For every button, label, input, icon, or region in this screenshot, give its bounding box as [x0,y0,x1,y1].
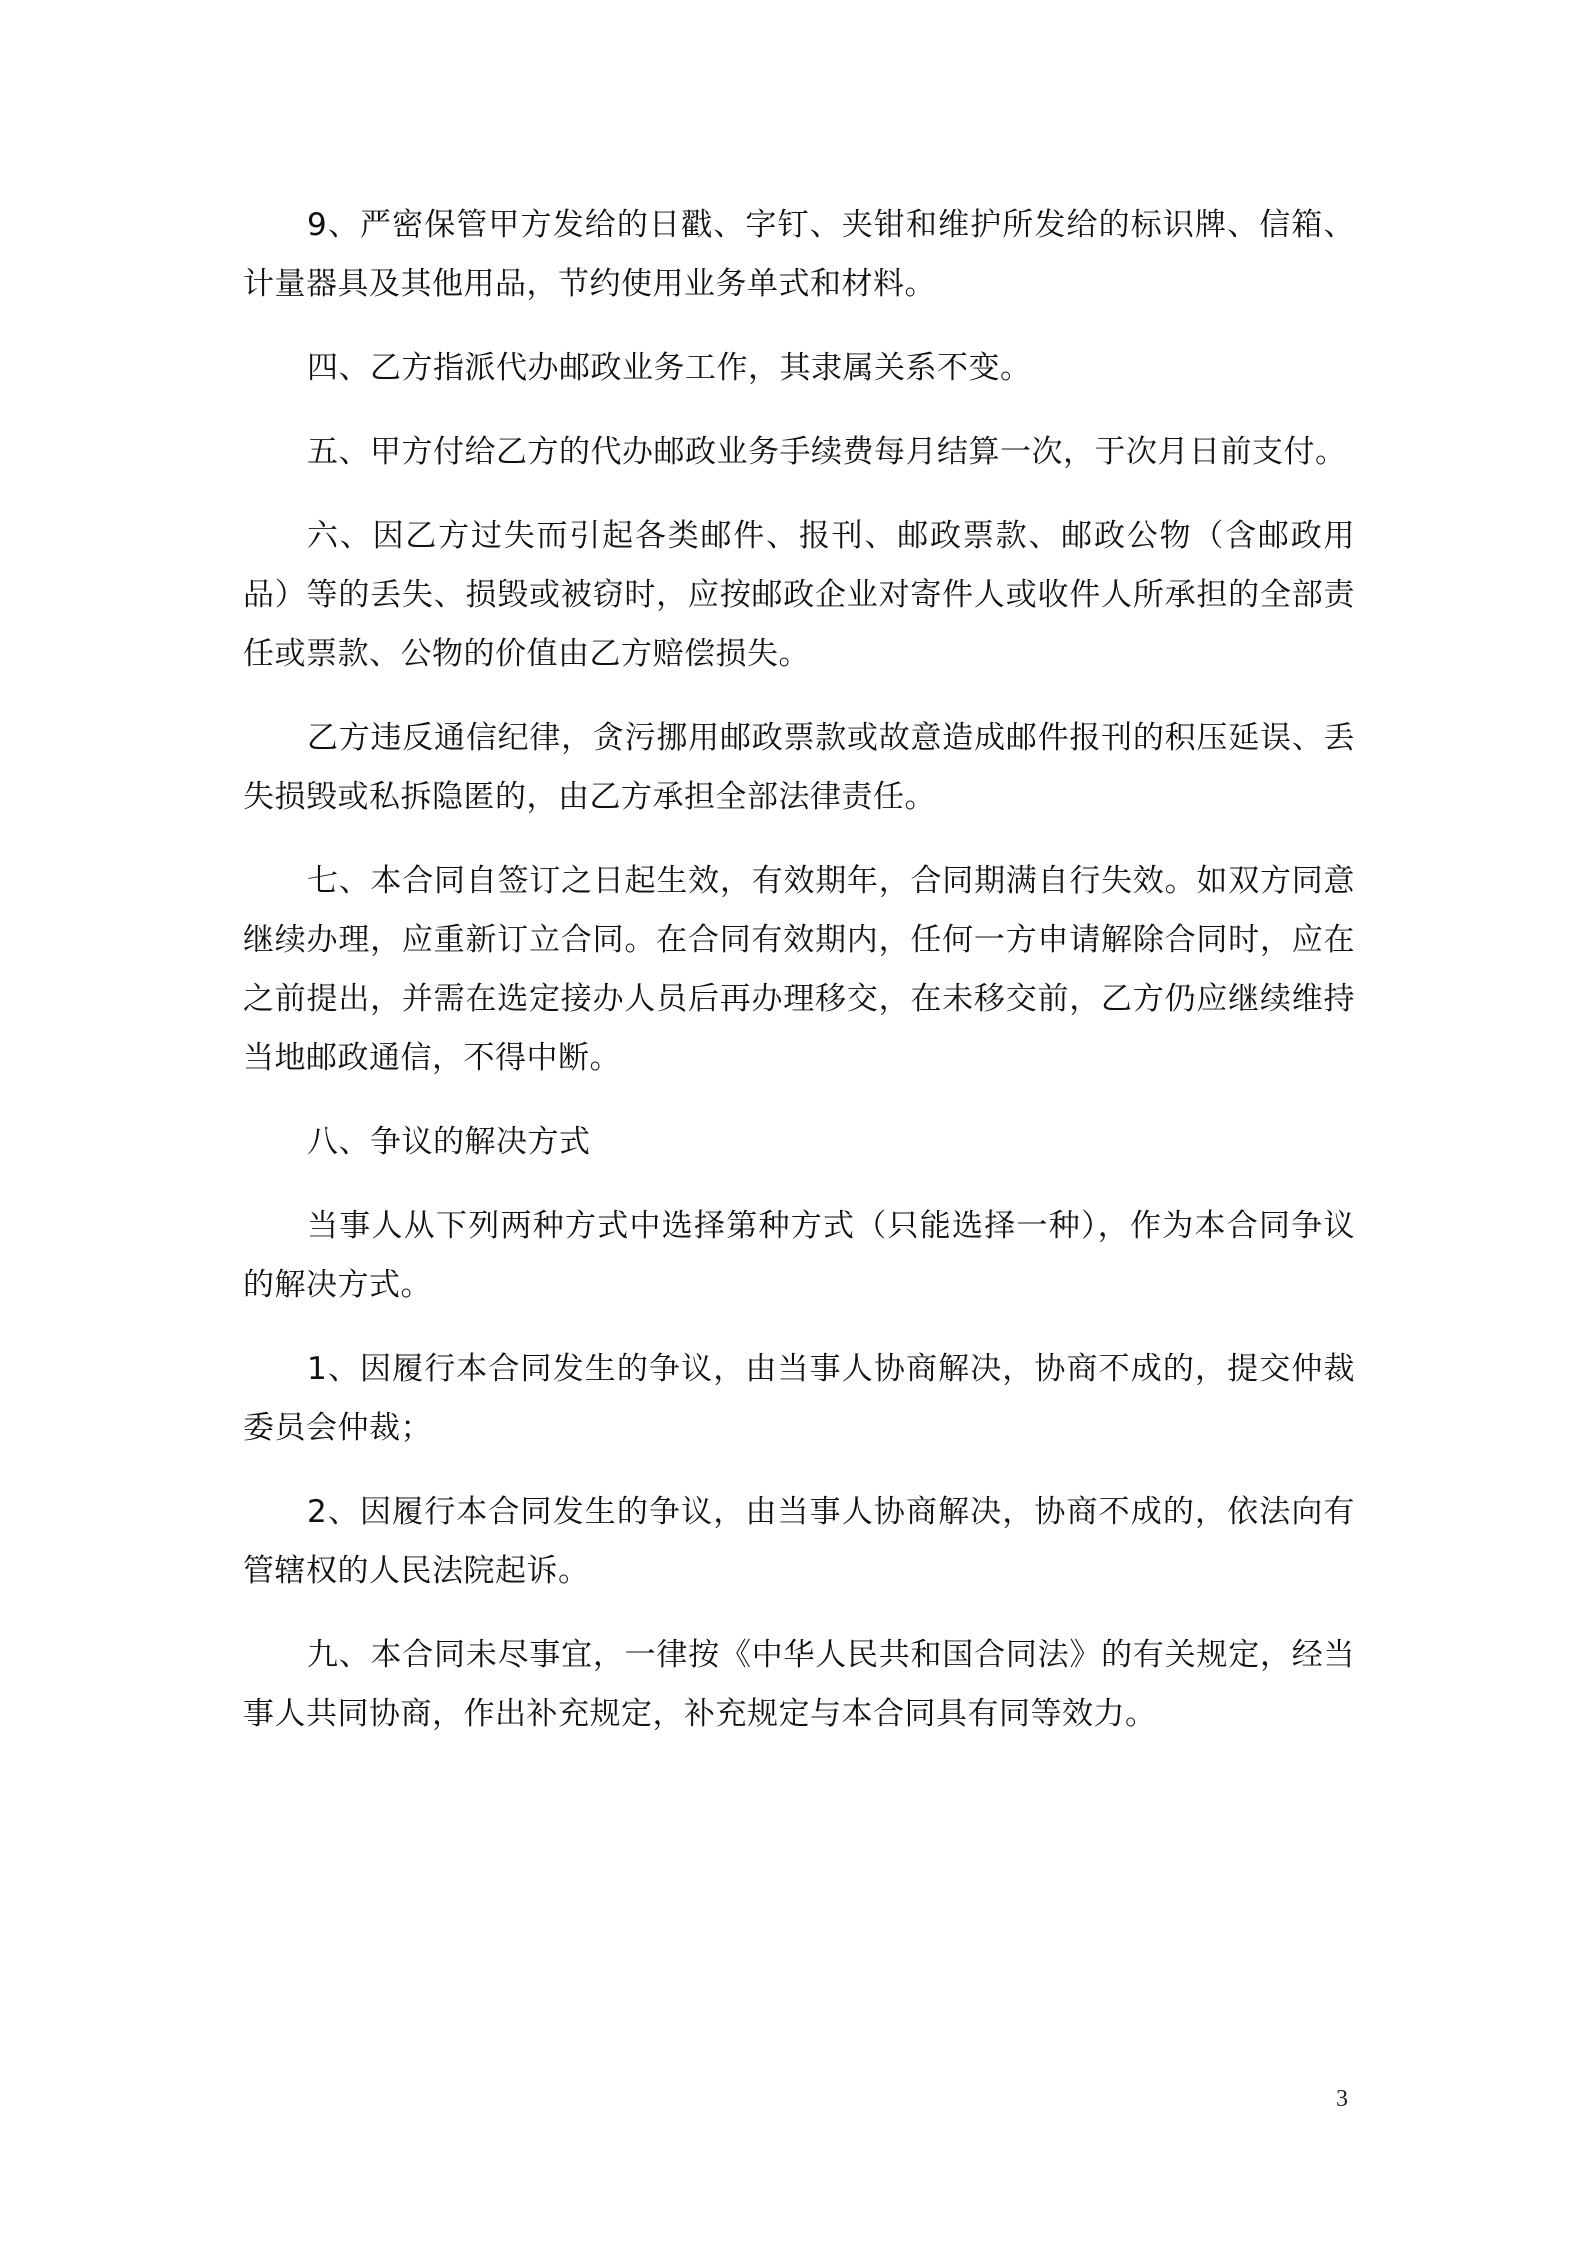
clause-four: 四、乙方指派代办邮政业务工作，其隶属关系不变。 [307,350,1032,386]
clause-seven: 七、本合同自签订之日起生效，有效期年，合同期满自行失效。如双方同意继续办理，应重新订立合同。在合同有效期内，任何一方申请解除合同时，应在之前提出，并需在选定接办人员后再办理移交，在未移交前，乙方仍应继续维持当地邮政通信，不得中断。 [243,863,1355,1076]
clause-nine: 九、本合同未尽事宜，一律按《中华人民共和国合同法》的有关规定，经当事人共同协商，作出补充规定，补充规定与本合同具有同等效力。 [243,1637,1355,1732]
clause-eight-heading: 八、争议的解决方式 [307,1124,591,1160]
clause-eight-intro: 当事人从下列两种方式中选择第种方式（只能选择一种），作为本合同争议的解决方式。 [243,1208,1355,1303]
clause-eight-option-2: 2、因履行本合同发生的争议，由当事人协商解决，协商不成的，依法向有管辖权的人民法院起诉。 [243,1494,1355,1589]
clause-six-continued: 乙方违反通信纪律，贪污挪用邮政票款或故意造成邮件报刊的积压延误、丢失损毁或私拆隐匿的，由乙方承担全部法律责任。 [243,720,1355,815]
clause-eight-option-1: 1、因履行本合同发生的争议，由当事人协商解决，协商不成的，提交仲裁委员会仲裁； [243,1351,1355,1446]
clause-six: 六、因乙方过失而引起各类邮件、报刊、邮政票款、邮政公物（含邮政用品）等的丢失、损毁或被窃时，应按邮政企业对寄件人或收件人所承担的全部责任或票款、公物的价值由乙方赔偿损失。 [243,518,1355,672]
page-number: 3 [1336,2086,1348,2112]
clause-9-item: 9、严密保管甲方发给的日戳、字钉、夹钳和维护所发给的标识牌、信箱、计量器具及其他用品，节约使用业务单式和材料。 [243,207,1355,302]
clause-five: 五、甲方付给乙方的代办邮政业务手续费每月结算一次，于次月日前支付。 [307,434,1347,470]
document-body [243,196,1355,1769]
